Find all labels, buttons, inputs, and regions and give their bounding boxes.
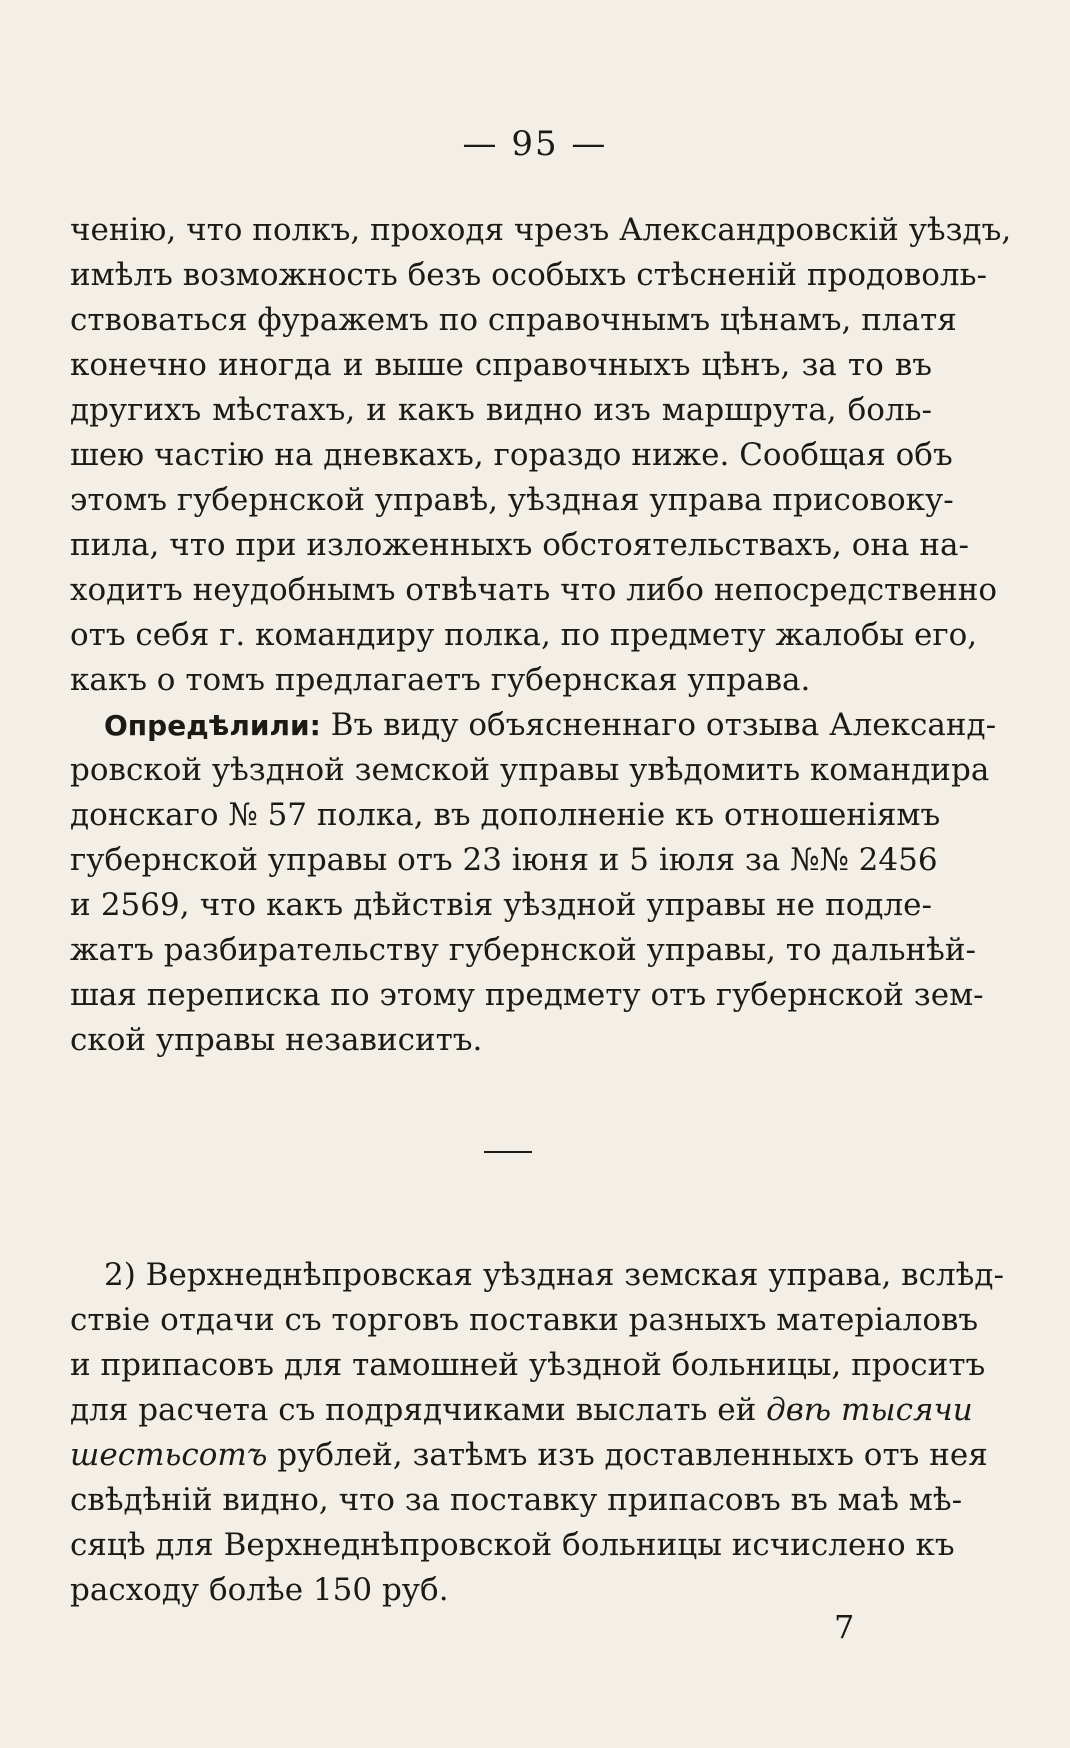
text-line: [70, 1388, 973, 1433]
text-line: ровской уѣздной земской управы увѣдомить командира: [70, 752, 990, 788]
text-line: другихъ мѣстахъ, и какъ видно изъ маршрута, боль-: [70, 392, 932, 428]
resolution-label: Опредѣлили:: [104, 709, 321, 742]
paragraph-block-2: [70, 1253, 1004, 1613]
section-divider: [484, 1151, 532, 1153]
text-line: конечно иногда и выше справочныхъ цѣнъ, за то въ: [70, 347, 932, 383]
text-line: шая переписка по этому предмету отъ губернской зем-: [70, 977, 984, 1013]
text-line: шею частію на дневкахъ, гораздо ниже. Сообщая объ: [70, 437, 953, 473]
text-line: отъ себя г. командиру полка, по предмету жалобы его,: [70, 617, 978, 653]
text-line: губернской управы отъ 23 іюня и 5 іюля за №№ 2456: [70, 842, 938, 878]
text-line: ствоваться фуражемъ по справочнымъ цѣнамъ, платя: [70, 302, 957, 338]
text-line: [70, 1433, 988, 1478]
text-segment: для расчета съ подрядчиками выслать ей: [70, 1392, 767, 1428]
text-line: жатъ разбирательству губернской управы, то дальнѣй-: [70, 932, 977, 968]
text-line: ходитъ неудобнымъ отвѣчать что либо непосредственно: [70, 572, 998, 608]
text-line: расходу болѣе 150 руб.: [70, 1572, 449, 1608]
text-line: ствіе отдачи съ торговъ поставки разныхъ матеріаловъ: [70, 1302, 979, 1338]
text-line: ской управы независитъ.: [70, 1022, 483, 1058]
text-line: имѣлъ возможность безъ особыхъ стѣсненій продоволь-: [70, 257, 987, 293]
signature-mark: 7: [834, 1608, 855, 1646]
text-line: пила, что при изложенныхъ обстоятельствахъ, она на-: [70, 527, 969, 563]
text-line: 2) Верхнеднѣпровская уѣздная земская управа, вслѣд-: [104, 1257, 1004, 1293]
text-line: донскаго № 57 полка, въ дополненіе къ отношеніямъ: [70, 797, 941, 833]
page-number: — 95 —: [462, 124, 608, 164]
text-segment: рублей, затѣмъ изъ доставленныхъ отъ нея: [267, 1437, 988, 1473]
resolution-text: Въ виду объясненнаго отзыва Александ-: [320, 707, 997, 743]
text-line: какъ о томъ предлагаетъ губернская управа.: [70, 662, 811, 698]
text-line: и припасовъ для тамошней уѣздной больницы, проситъ: [70, 1347, 986, 1383]
text-line: ченію, что полкъ, проходя чрезъ Александровскій уѣздъ,: [70, 212, 1012, 248]
amount-italic: шестьсотъ: [70, 1437, 268, 1473]
text-line: и 2569, что какъ дѣйствія уѣздной управы не подле-: [70, 887, 932, 923]
text-line: этомъ губернской управѣ, уѣздная управа присовоку-: [70, 482, 954, 518]
resolution-line: [70, 703, 997, 748]
text-line: сяцѣ для Верхнеднѣпровской больницы исчислено къ: [70, 1527, 955, 1563]
amount-italic: двѣ тысячи: [766, 1392, 973, 1428]
paragraph-block-1: [70, 208, 1012, 1063]
text-line: свѣдѣній видно, что за поставку припасовъ въ маѣ мѣ-: [70, 1482, 963, 1518]
